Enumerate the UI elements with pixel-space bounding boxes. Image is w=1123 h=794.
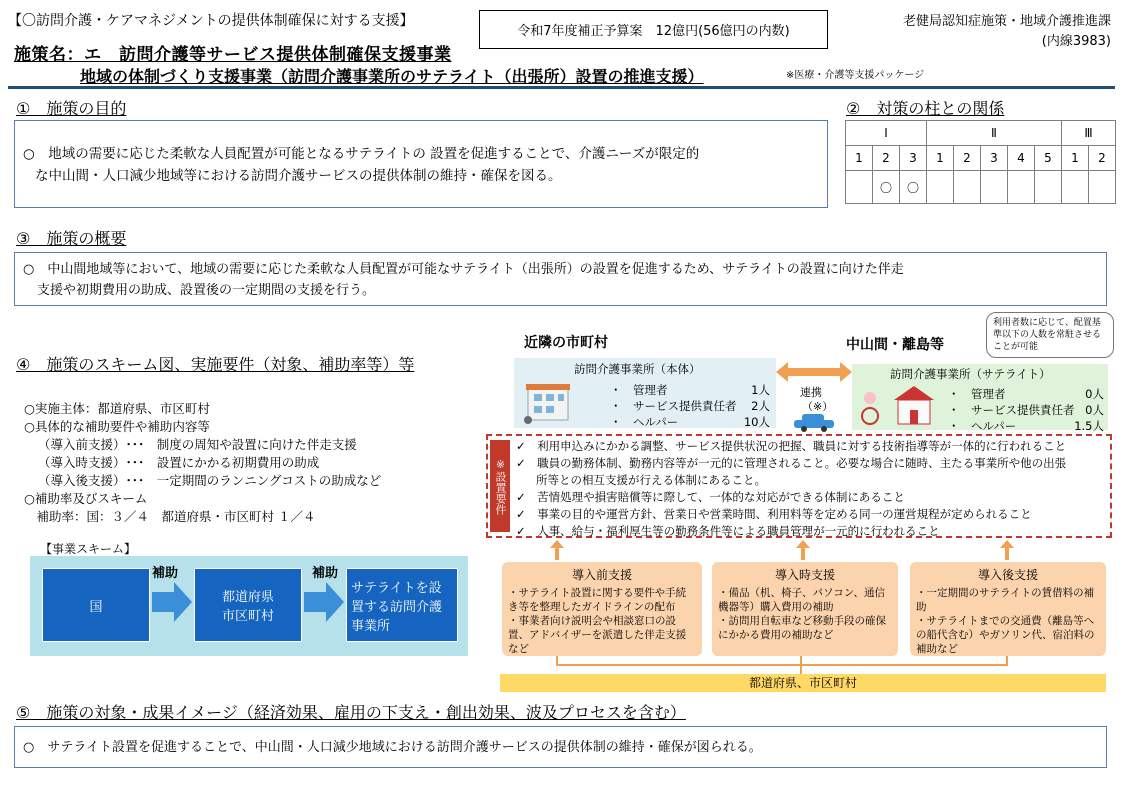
scheme-label: 【事業スキーム】 (40, 542, 137, 556)
scheme-box-national: 国 (42, 568, 150, 642)
scheme-box-prefecture: 都道府県 市区町村 (194, 568, 302, 642)
link-label: 連携 (800, 386, 822, 399)
section-4-heading: ④ 施策のスキーム図、実施要件（対象、補助率等）等 (16, 355, 415, 374)
requirement-text: 利用申込みにかかる調整、サービス提供状況の把握、職員に対する技術指導等が一体的に行われること (537, 439, 1067, 453)
support-item: ・備品（机、椅子、パソコン、通信機器等）購入費用の補助 (718, 587, 885, 613)
support-box-post (910, 562, 1106, 656)
policy-title (14, 40, 452, 65)
satellite-office-card (852, 364, 1108, 433)
connector-line (556, 664, 1008, 666)
satellite-office-staff (948, 386, 1104, 434)
office-building-icon (522, 378, 578, 426)
pillar-mark (981, 171, 1008, 204)
area-label-neighbor: 近隣の市町村 (524, 335, 608, 351)
section-3-box (14, 252, 1107, 306)
pillar-number: 1 (1062, 146, 1089, 171)
pillar-number: 3 (981, 146, 1008, 171)
staff-row: ・ ヘルパー 1.5人 (948, 419, 1104, 433)
section-1-text-line2: な中山間・人口減少地域等における訪問介護サービスの提供体制の維持・確保を図る。 (35, 168, 562, 184)
pillar-number: 1 (927, 146, 954, 171)
staff-row: ・ サービス提供責任者 0人 (948, 403, 1104, 417)
pillar-number: 1 (846, 146, 873, 171)
pillar-mark: 〇 (900, 171, 927, 204)
department (903, 12, 1111, 52)
section-1-box (14, 120, 828, 208)
support-item: ・サテライトまでの交通費（離島等への船代含む）やガソリン代、宿泊料の補助など (916, 615, 1095, 655)
pillar-mark (954, 171, 981, 204)
pillar-number: 3 (900, 146, 927, 171)
requirement-item: 所等との相互支援が行える体制にあること。 (536, 473, 766, 487)
pillars-group-row (846, 121, 1116, 146)
requirement-text: 人事、給与・福利厚生等の勤務条件等による職員管理が一元的に行われること (537, 524, 940, 538)
callout-bubble: 利用者数に応じて、配置基準以下の人数を常駐させることが可能 (986, 312, 1114, 358)
staff-count: 2人 (751, 399, 770, 413)
pillar-number: 4 (1008, 146, 1035, 171)
staff-role: 管理者 (971, 387, 1006, 401)
pillar-number: 2 (873, 146, 900, 171)
requirements-list (516, 438, 1106, 540)
package-note: ※医療・介護等支援パッケージ (786, 70, 925, 81)
double-arrow-icon (776, 362, 852, 382)
scheme-item: ○実施主体：都道府県、市区町村 (24, 401, 210, 416)
main-office-staff (610, 382, 770, 430)
staff-count: 0人 (1085, 387, 1104, 401)
section-5-heading: ⑤ 施策の対象・成果イメージ（経済効果、雇用の下支え・創出効果、波及プロセスを含む） (16, 703, 686, 722)
right-arrow-icon (304, 582, 346, 622)
header-bracket-title: 【〇訪問介護・ケアマネジメントの提供体制確保に対する支援】 (8, 13, 414, 29)
pillar-number: 5 (1035, 146, 1062, 171)
area-label-mountain: 中山間・離島等 (846, 337, 944, 353)
requirement-item: ✓ 人事、給与・福利厚生等の勤務条件等による職員管理が一元的に行われること (516, 524, 940, 538)
satellite-house-icon (856, 382, 940, 428)
scheme-item: 補助率：国：３／４ 都道府県・市区町村 １／４ (24, 509, 316, 524)
pillar-mark: 〇 (873, 171, 900, 204)
support-item: ・事業者向け説明会や相談窓口の設置、アドバイザーを派遣した伴走支援など (508, 615, 687, 655)
support-item: ・訪問用自転車など移動手段の確保にかかる費用の補助など (718, 615, 886, 641)
department-name: 老健局認知症施策・地域介護推進課 (902, 14, 1111, 29)
requirement-item: ✓ 職員の勤務体制、勤務内容等が一元的に管理されること。必要な場合に随時、主たる事業所や他の出張 (516, 456, 1067, 470)
main-office-card (514, 358, 776, 428)
pillar-mark (927, 171, 954, 204)
scheme-item: ○具体的な補助要件や補助内容等 (24, 419, 210, 434)
scheme-item: ○補助率及びスキーム (24, 491, 148, 506)
pillars-table-wrap (845, 120, 1116, 204)
pillar-number: 2 (1089, 146, 1116, 171)
requirements-label: ※設置要件 (490, 440, 510, 532)
staff-role: ヘルパー (971, 419, 1017, 433)
section-4-list (24, 400, 464, 526)
bottom-bar: 都道府県、市区町村 (500, 674, 1106, 692)
header-divider (8, 86, 1115, 89)
section-5-box (14, 726, 1107, 768)
section-1-heading: ① 施策の目的 (16, 99, 127, 118)
support-item: ・一定期間のサテライトの賃借料の補助 (916, 587, 1095, 613)
requirement-text: 職員の勤務体制、勤務内容等が一元的に管理されること。必要な場合に随時、主たる事業所や他の出張 (537, 456, 1067, 470)
up-arrow-icon (1000, 540, 1014, 560)
scheme-arrow-label: 補助 (152, 566, 179, 581)
staff-count: 0人 (1085, 403, 1104, 417)
pillar-group-3: Ⅲ (1062, 121, 1116, 146)
up-arrow-icon (796, 540, 810, 560)
pillars-mark-row (846, 171, 1116, 204)
pillars-number-row (846, 146, 1116, 171)
policy-title-main: エ 訪問介護等サービス提供体制確保支援事業 (84, 45, 452, 65)
pillar-group-1: Ⅰ (846, 121, 927, 146)
staff-row: ・ サービス提供責任者 2人 (610, 399, 770, 413)
pillar-mark (846, 171, 873, 204)
staff-role: サービス提供責任者 (633, 399, 737, 413)
section-3-heading: ③ 施策の概要 (16, 229, 127, 248)
staff-row: ・ 管理者 1人 (610, 383, 770, 397)
policy-title-prefix: 施策名： (14, 45, 84, 65)
support-title: 導入後支援 (977, 568, 1038, 582)
pillars-table (845, 120, 1116, 204)
scheme-box-satellite-office: サテライトを設置する訪問介護事業所 (346, 568, 458, 642)
budget-box: 令和7年度補正予算案 12億円(56億円の内数) (479, 10, 828, 49)
requirement-item: ✓ 利用申込みにかかる調整、サービス提供状況の把握、職員に対する技術指導等が一体的に行われること (516, 439, 1067, 453)
scheme-diagram (30, 556, 468, 656)
staff-role: サービス提供責任者 (971, 403, 1075, 417)
support-box-pre (502, 562, 702, 656)
support-title: 導入前支援 (571, 568, 632, 582)
staff-role: ヘルパー (633, 415, 679, 429)
main-office-title: 訪問介護事業所（本体） (574, 362, 701, 376)
car-icon (792, 412, 836, 432)
staff-count: 1.5人 (1074, 419, 1104, 433)
requirement-text: 苦情処理や損害賠償等に際して、一体的な対応ができる体制にあること (537, 490, 905, 504)
section-5-text: ○ サテライト設置を促進することで、中山間・人口減少地域における訪問介護サービスの提供体制の維持・確保が図られる。 (23, 740, 762, 755)
right-arrow-icon (152, 582, 194, 622)
requirements-box (486, 434, 1112, 538)
support-item: ・サテライト設置に関する要件や手続き等を整理したガイドラインの配布 (508, 587, 687, 613)
support-title: 導入時支援 (774, 568, 835, 582)
requirement-item: ✓ 苦情処理や損害賠償等に際して、一体的な対応ができる体制にあること (516, 490, 905, 504)
scheme-arrow-label: 補助 (312, 566, 339, 581)
up-arrow-icon (550, 540, 564, 560)
section-1-text-line1: ○ 地域の需要に応じた柔軟な人員配置が可能となるサテライトの 設置を促進することで、介護ニーズが限定的 (23, 146, 700, 162)
pillar-number: 2 (954, 146, 981, 171)
link-note: （※） (802, 400, 834, 413)
section-3-text-line2: 支援や初期費用の助成、設置後の一定期間の支援を行う。 (37, 283, 376, 298)
staff-role: 管理者 (633, 383, 668, 397)
requirement-item: ✓ 事業の目的や運営方針、営業日や営業時間、利用料等を定める同一の運営規程が定められること (516, 507, 1032, 521)
pillar-group-2: Ⅱ (927, 121, 1062, 146)
scheme-item: （導入前支援）･･･ 制度の周知や設置に向けた伴走支援 (38, 437, 357, 452)
staff-count: 1人 (751, 383, 770, 397)
pillar-mark (1008, 171, 1035, 204)
pillar-mark (1035, 171, 1062, 204)
staff-count: 10人 (743, 415, 770, 429)
staff-row: ・ ヘルパー 10人 (610, 415, 770, 429)
requirement-text: 事業の目的や運営方針、営業日や営業時間、利用料等を定める同一の運営規程が定められること (537, 507, 1032, 521)
scheme-item: （導入時支援）･･･ 設置にかかる初期費用の助成 (38, 455, 320, 470)
support-box-during (712, 562, 898, 656)
pillar-mark (1062, 171, 1089, 204)
pillar-mark (1089, 171, 1116, 204)
policy-subtitle: 地域の体制づくり支援事業（訪問介護事業所のサテライト（出張所）設置の推進支援） (80, 67, 704, 86)
section-2-heading: ② 対策の柱との関係 (846, 99, 1005, 118)
department-extension: (内線3983) (1041, 34, 1111, 49)
satellite-office-title: 訪問介護事業所（サテライト） (890, 367, 1051, 381)
staff-row: ・ 管理者 0人 (948, 387, 1104, 401)
section-3-text-line1: ○ 中山間地域等において、地域の需要に応じた柔軟な人員配置が可能なサテライト（出張所）の設置を促進するため、サテライトの設置に向けた伴走 (23, 262, 904, 277)
scheme-item: （導入後支援）･･･ 一定期間のランニングコストの助成など (38, 473, 382, 488)
